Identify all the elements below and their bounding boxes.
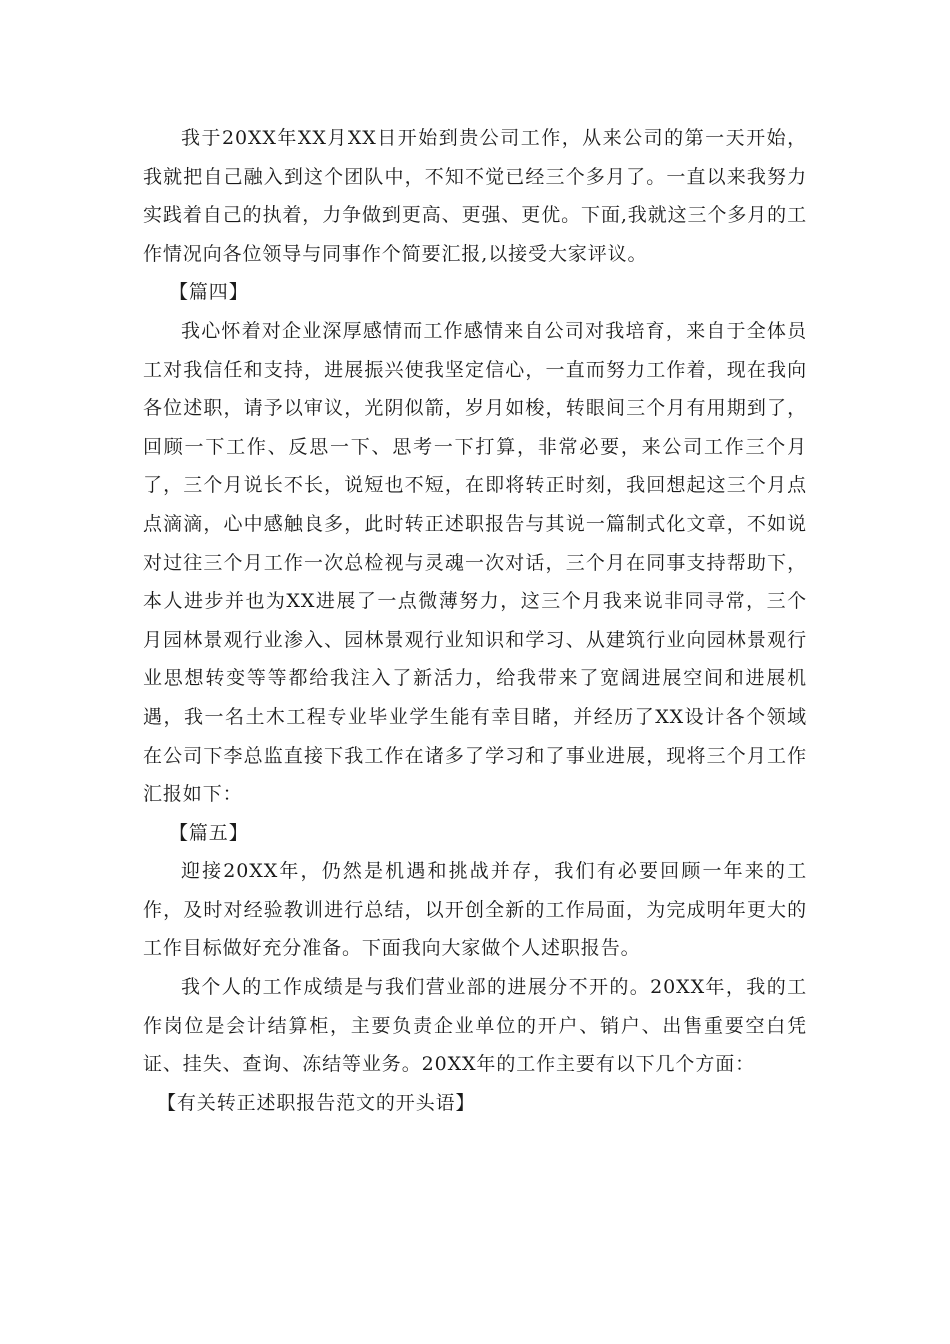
paragraph-intro: 我于20XX年XX月XX日开始到贵公司工作，从来公司的第一天开始，我就把自己融入到这个团队中，不知不觉已经三个多月了。一直以来我努力实践着自己的执着，力争做到更高、更强、更优。下面,我就这三个多月的工作情况向各位领导与同事作个简要汇报,以接受大家评议。 [143, 127, 807, 265]
document-body [143, 119, 807, 1122]
paragraph-part-four: 我心怀着对企业深厚感情而工作感情来自公司对我培育，来自于全体员工对我信任和支持，进展振兴使我坚定信心，一直而努力工作着，现在我向各位述职，请予以审议，光阴似箭，岁月如梭，转眼间三个月有用期到了，回顾一下工作、反思一下、思考一下打算，非常必要，来公司工作三个月了，三个月说长不长，说短也不短，在即将转正时刻，我回想起这三个月点点滴滴，心中感触良多，此时转正述职报告与其说一篇制式化文章，不如说对过往三个月工作一次总检视与灵魂一次对话，三个月在同事支持帮助下，本人进步并也为XX进展了一点微薄努力，这三个月我来说非同寻常，三个月园林景观行业渗入、园林景观行业知识和学习、从建筑行业向园林景观行业思想转变等等都给我注入了新活力，给我带来了宽阔进展空间和进展机遇，我一名土木工程专业毕业学生能有幸目睹，并经历了XX设计各个领域在公司下李总监直接下我工作在诸多了学习和了事业进展，现将三个月工作汇报如下： [143, 319, 807, 806]
section-heading-opening-phrases: 【有关转正述职报告范文的开头语】 [157, 1091, 476, 1114]
section-heading-part-four: 【篇四】 [169, 281, 249, 304]
paragraph-part-five-1: 迎接20XX年，仍然是机遇和挑战并存，我们有必要回顾一年来的工作，及时对经验教训进行总结，以开创全新的工作局面，为完成明年更大的工作目标做好充分准备。下面我向大家做个人述职报告。 [143, 860, 807, 960]
paragraph-part-five-2: 我个人的工作成绩是与我们营业部的进展分不开的。20XX年，我的工作岗位是会计结算柜，主要负责企业单位的开户、销户、出售重要空白凭证、挂失、查询、冻结等业务。20XX年的工作主要有以下几个方面： [143, 976, 807, 1076]
section-heading-part-five: 【篇五】 [169, 821, 249, 844]
